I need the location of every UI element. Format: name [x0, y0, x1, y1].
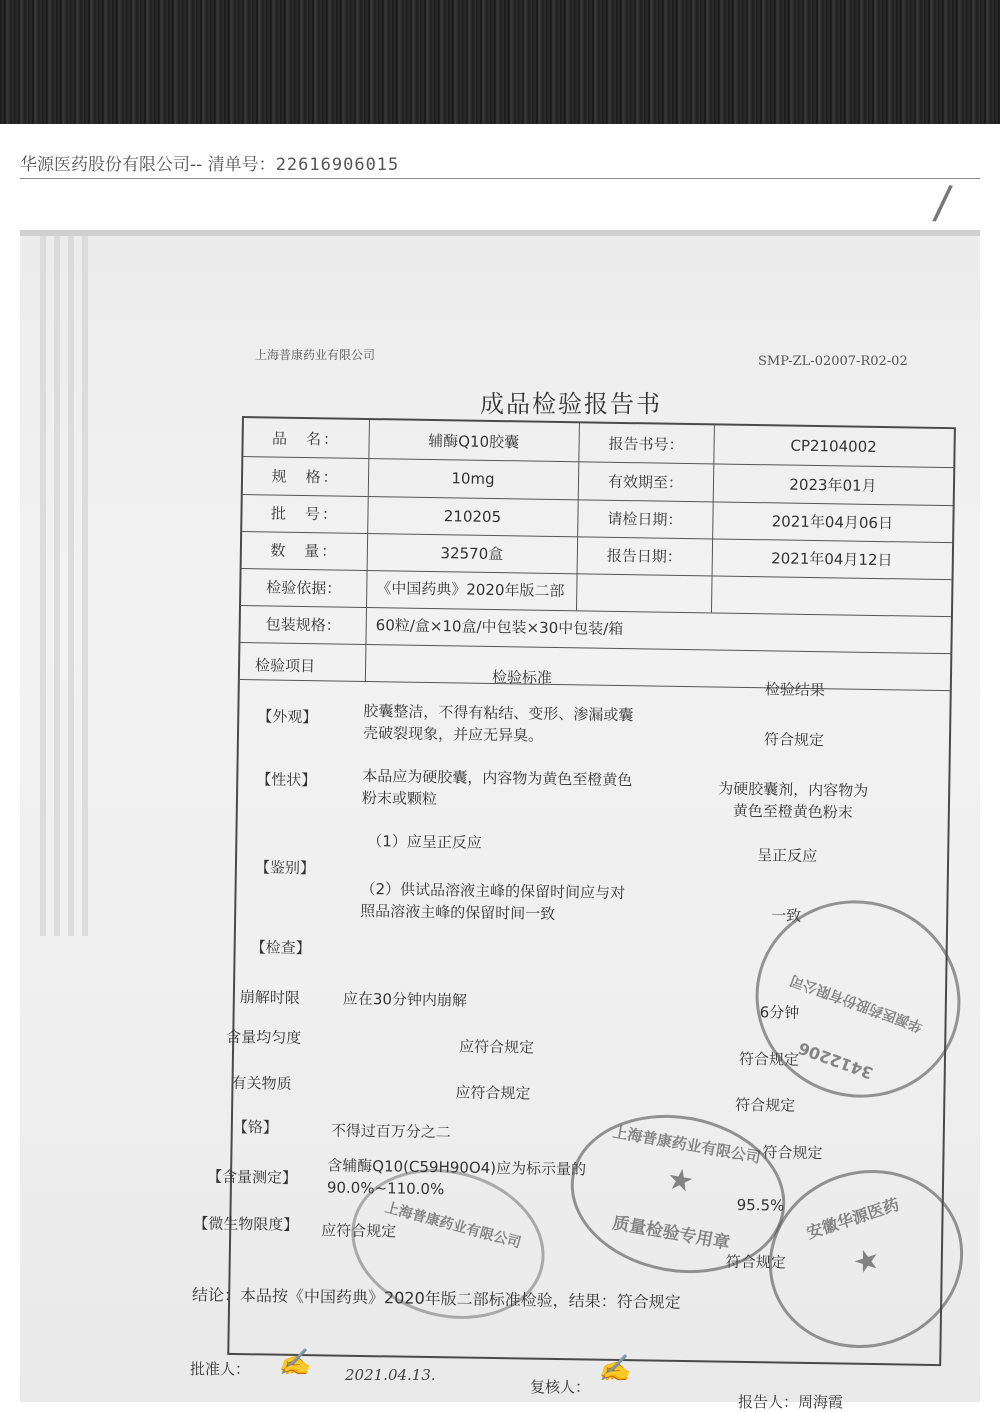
- star-icon: ★: [848, 1240, 885, 1283]
- table-rule: [240, 642, 950, 654]
- test-item-appearance: 【外观】: [257, 707, 318, 727]
- test-item-assay: 【含量测定】: [206, 1167, 298, 1187]
- issuer-name: 上海普康药业有限公司: [255, 348, 376, 362]
- header-list-number: 22616906015: [275, 155, 400, 175]
- spec-value: 10mg: [451, 469, 495, 488]
- spec-label: 规 格：: [271, 466, 340, 487]
- approver-label: 批准人：: [190, 1360, 251, 1378]
- test-result-chromium: 符合规定: [762, 1143, 823, 1163]
- test-result-identification-2: 一致: [771, 906, 802, 925]
- paper-edge: [54, 236, 60, 936]
- report-date-label: 报告日期：: [606, 546, 682, 566]
- test-result-microbial: 符合规定: [725, 1252, 786, 1272]
- standard-line: 含辅酶Q10(C59H90O4)应为标示量的: [327, 1156, 587, 1179]
- report-date: 2021年04月12日: [771, 549, 893, 570]
- test-result-disintegration: 6分钟: [759, 1003, 800, 1022]
- header-divider: [20, 178, 980, 179]
- stamp-text: 华源医药股份有限公司: [788, 971, 926, 1035]
- document-title: 成品检验报告书: [480, 390, 662, 418]
- quantity-label: 数 量：: [270, 541, 339, 561]
- column-item: 检验项目: [254, 656, 316, 676]
- basis-value: 《中国药典》2020年版二部: [376, 579, 565, 601]
- result-line: 为硬胶囊剂，内容物为: [718, 779, 869, 800]
- basis-label: 检验依据：: [266, 578, 342, 598]
- approver-signature: ✍: [278, 1348, 311, 1378]
- test-standard-identification-2: [360, 878, 625, 926]
- standard-line: （2）供试品溶液主峰的保留时间应与对: [360, 879, 626, 903]
- conclusion: 结论：本品按《中国药典》2020年版二部标准检验，结果：符合规定: [191, 1285, 681, 1312]
- product-name: 辅酶Q10胶囊: [428, 431, 520, 451]
- star-icon: ★: [664, 1161, 697, 1201]
- request-date: 2021年04月06日: [771, 512, 894, 533]
- scan-top-strip: [0, 0, 1000, 124]
- standard-line: 胶囊整洁，不得有粘结、变形、渗漏或囊: [363, 701, 634, 725]
- reporter-label: 报告人：周海霞: [738, 1393, 844, 1411]
- test-result-uniformity: 符合规定: [738, 1049, 800, 1069]
- batch-label: 批 号：: [270, 504, 340, 524]
- test-result-appearance: 符合规定: [763, 730, 825, 750]
- test-standard-appearance: [363, 700, 634, 748]
- reviewer-label: 复核人：: [530, 1378, 591, 1396]
- test-standard-microbial: 应符合规定: [321, 1221, 397, 1241]
- stamp-number: 3412206: [795, 1038, 876, 1083]
- standard-line: 90.0%~110.0%: [326, 1178, 445, 1199]
- test-result-assay: 95.5%: [736, 1195, 785, 1215]
- packing-label: 包装规格：: [265, 615, 341, 635]
- report-no-label: 报告书号：: [608, 434, 684, 454]
- paper-edge: [82, 236, 88, 936]
- test-result-character: [693, 777, 894, 824]
- stamp-text: 上海普康药业有限公司: [383, 1199, 523, 1252]
- test-result-identification-1: 呈正反应: [757, 846, 818, 866]
- header-line: [20, 150, 399, 175]
- test-item-uniformity: 含量均匀度: [226, 1027, 302, 1048]
- report-no: CP2104002: [790, 436, 877, 456]
- table-rule: [240, 679, 950, 691]
- test-result-related: 符合规定: [735, 1095, 796, 1115]
- test-standard-character: [362, 765, 633, 813]
- scanned-report-paper: [20, 230, 980, 1411]
- test-standard-chromium: 不得过百万分之二: [330, 1121, 451, 1142]
- quantity-value: 32570盒: [440, 544, 504, 564]
- reviewer-signature: ✍: [598, 1354, 631, 1384]
- batch-value: 210205: [443, 506, 502, 526]
- test-standard-disintegration: 应在30分钟内崩解: [342, 989, 468, 1010]
- pen-mark-icon: /: [931, 174, 955, 230]
- product-name-label: 品 名：: [272, 428, 341, 449]
- header-company: 华源医药股份有限公司--: [20, 155, 208, 175]
- test-standard-related: 应符合规定: [455, 1083, 531, 1103]
- standard-line: 壳破裂现象，并应无异臭。: [362, 723, 544, 745]
- column-standard: 检验标准: [491, 667, 553, 687]
- paper-edge: [40, 236, 46, 936]
- valid-until: 2023年01月: [789, 475, 877, 495]
- standard-line: 本品应为硬胶囊，内容物为黄色至橙黄色: [362, 766, 633, 790]
- test-standard-uniformity: 应符合规定: [458, 1037, 535, 1057]
- paper-edge: [68, 236, 74, 936]
- test-item-identification: 【鉴别】: [254, 858, 316, 878]
- packing-value: 60粒/盒×10盒/中包装×30中包装/箱: [375, 616, 624, 639]
- stamp-text: 上海普康药业有限公司: [611, 1122, 763, 1167]
- standard-line: 粉末或颗粒: [361, 788, 438, 809]
- stamp-text: 安徽华源医药: [804, 1194, 902, 1243]
- column-result: 检验结果: [764, 680, 825, 700]
- valid-label: 有效期至：: [607, 472, 684, 492]
- test-item-check: 【检查】: [250, 938, 311, 958]
- test-item-microbial: 【微生物限度】: [193, 1214, 299, 1234]
- header-list-label: 清单号：: [207, 155, 276, 175]
- test-item-chromium: 【铬】: [232, 1117, 278, 1137]
- test-item-character: 【性状】: [256, 770, 317, 790]
- result-line: 黄色至橙黄色粉末: [732, 801, 853, 822]
- approval-date: 2021.04.13.: [345, 1366, 436, 1384]
- request-date-label: 请检日期：: [607, 509, 683, 529]
- test-standard-identification-1: （1）应呈正反应: [367, 832, 483, 852]
- stamp-text: 质量检验专用章: [610, 1213, 732, 1254]
- standard-line: 照品溶液主峰的保留时间一致: [360, 901, 556, 923]
- test-item-related: 有关物质: [231, 1073, 292, 1093]
- document-code: SMP-ZL-02007-R02-02: [758, 354, 908, 369]
- test-item-disintegration: 崩解时限: [239, 988, 301, 1007]
